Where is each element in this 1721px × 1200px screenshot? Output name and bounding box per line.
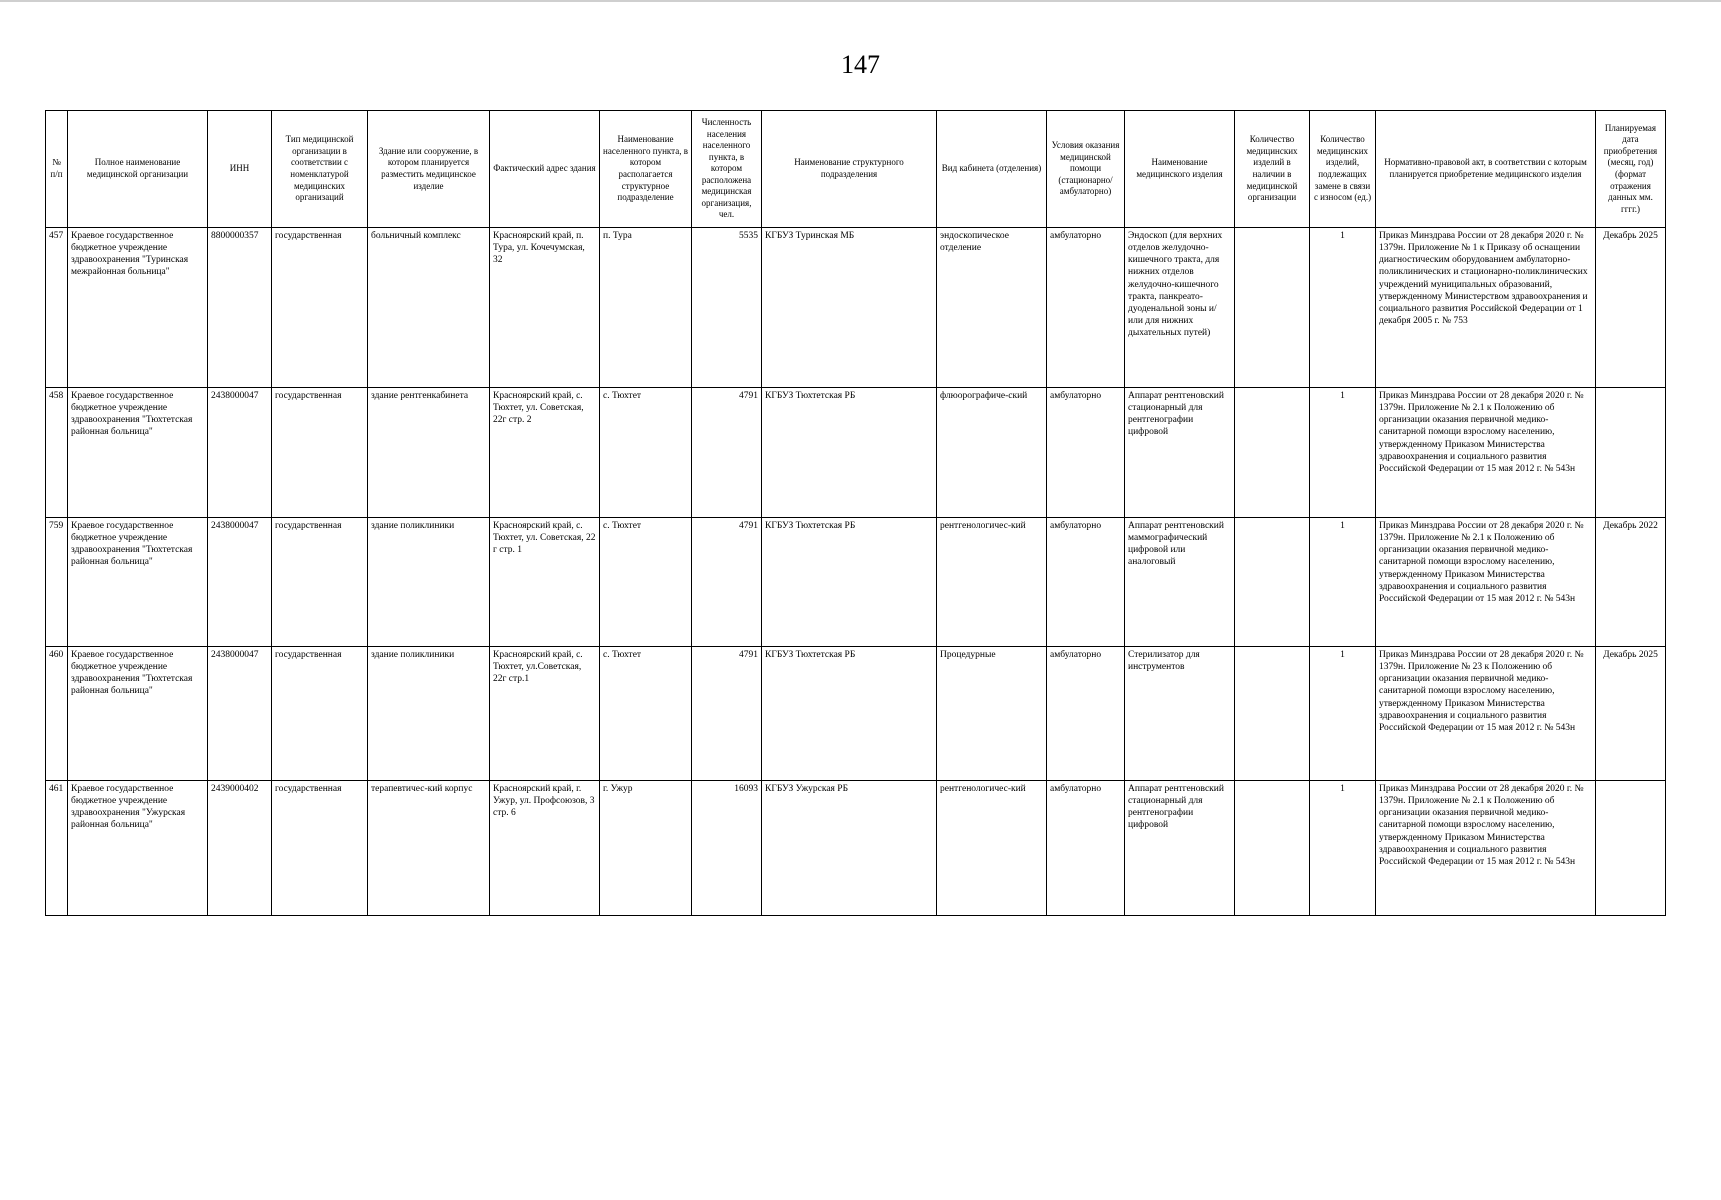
cell-address: Красноярский край, п. Тура, ул. Кочечумская, 32 <box>490 228 600 388</box>
cell-locality: п. Тура <box>600 228 692 388</box>
cell-act: Приказ Минздрава России от 28 декабря 2020 г. № 1379н. Приложение № 1 к Приказу об оснащении диагностическим оборудованием амбулаторно-поликлинических и стационарно-поликлинических учреждений муниципальных образований, утвержденному Министерством здравоохранения и социального развития Российской Федерации от 1 декабря 2005 г. № 753 <box>1376 228 1596 388</box>
cell-population: 16093 <box>692 781 762 916</box>
cell-inn: 2438000047 <box>208 388 272 518</box>
header-unit: Наименование структурного подразделения <box>762 111 937 228</box>
cell-address: Красноярский край, с. Тюхтет, ул.Советская, 22г стр.1 <box>490 647 600 781</box>
cell-org: Краевое государственное бюджетное учреждение здравоохранения "Тюхтетская районная больница" <box>68 388 208 518</box>
cell-unit: КГБУЗ Ужурская РБ <box>762 781 937 916</box>
equipment-registry-table <box>45 110 1666 916</box>
cell-unit: КГБУЗ Тюхтетская РБ <box>762 518 937 647</box>
cell-act: Приказ Минздрава России от 28 декабря 2020 г. № 1379н. Приложение № 2.1 к Положению об организации оказания первичной медико-санитарной помощи взрослому населению, утвержденному Приказом Министерства здравоохранения и социального развития Российской Федерации от 15 мая 2012 г. № 543н <box>1376 781 1596 916</box>
header-building: Здание или сооружение, в котором планируется разместить медицинское изделие <box>368 111 490 228</box>
cell-replace: 1 <box>1310 228 1376 388</box>
cell-date: Декабрь 2025 <box>1596 228 1666 388</box>
table-row <box>46 647 1666 781</box>
header-replace: Количество медицинских изделий, подлежащих замене в связи с износом (ед.) <box>1310 111 1376 228</box>
cell-type: государственная <box>272 388 368 518</box>
cell-date: Декабрь 2022 <box>1596 518 1666 647</box>
cell-unit: КГБУЗ Тюхтетская РБ <box>762 388 937 518</box>
cell-num: 457 <box>46 228 68 388</box>
header-org: Полное наименование медицинской организации <box>68 111 208 228</box>
cell-num: 460 <box>46 647 68 781</box>
cell-replace: 1 <box>1310 388 1376 518</box>
cell-address: Красноярский край, г. Ужур, ул. Профсоюзов, 3 стр. 6 <box>490 781 600 916</box>
cell-device: Аппарат рентгеновский стационарный для рентгенографии цифровой <box>1125 388 1235 518</box>
cell-address: Красноярский край, с. Тюхтет, ул. Советская, 22 г стр. 1 <box>490 518 600 647</box>
header-cabinet: Вид кабинета (отделения) <box>937 111 1047 228</box>
cell-inn: 2439000402 <box>208 781 272 916</box>
cell-org: Краевое государственное бюджетное учреждение здравоохранения "Тюхтетская районная больница" <box>68 518 208 647</box>
cell-in-stock <box>1235 781 1310 916</box>
cell-locality: с. Тюхтет <box>600 518 692 647</box>
cell-population: 4791 <box>692 647 762 781</box>
cell-in-stock <box>1235 228 1310 388</box>
cell-replace: 1 <box>1310 781 1376 916</box>
cell-num: 461 <box>46 781 68 916</box>
cell-conditions: амбулаторно <box>1047 518 1125 647</box>
cell-device: Стерилизатор для инструментов <box>1125 647 1235 781</box>
cell-cabinet: флюорографиче-ский <box>937 388 1047 518</box>
cell-org: Краевое государственное бюджетное учреждение здравоохранения "Туринская межрайонная больница" <box>68 228 208 388</box>
cell-num: 458 <box>46 388 68 518</box>
cell-cabinet: эндоскопическое отделение <box>937 228 1047 388</box>
table-row <box>46 781 1666 916</box>
cell-device: Эндоскоп (для верхних отделов желудочно-кишечного тракта, для нижних отделов желудочно-кишечного тракта, панкреато-дуоденальной зоны и/или для нижних дыхательных путей) <box>1125 228 1235 388</box>
cell-conditions: амбулаторно <box>1047 388 1125 518</box>
cell-org: Краевое государственное бюджетное учреждение здравоохранения "Ужурская районная больница" <box>68 781 208 916</box>
cell-building: здание поликлиники <box>368 647 490 781</box>
cell-replace: 1 <box>1310 518 1376 647</box>
cell-in-stock <box>1235 647 1310 781</box>
cell-act: Приказ Минздрава России от 28 декабря 2020 г. № 1379н. Приложение № 23 к Положению об организации оказания первичной медико-санитарной помощи взрослому населению, утвержденному Приказом Министерства здравоохранения и социального развития Российской Федерации от 15 мая 2012 г. № 543н <box>1376 647 1596 781</box>
header-inn: ИНН <box>208 111 272 228</box>
cell-type: государственная <box>272 518 368 647</box>
header-type: Тип медицинской организации в соответствии с номенклатурой медицинских организаций <box>272 111 368 228</box>
cell-unit: КГБУЗ Тюхтетская РБ <box>762 647 937 781</box>
cell-type: государственная <box>272 228 368 388</box>
cell-population: 4791 <box>692 388 762 518</box>
header-device: Наименование медицинского изделия <box>1125 111 1235 228</box>
header-num: № п/п <box>46 111 68 228</box>
cell-date <box>1596 781 1666 916</box>
table-row <box>46 388 1666 518</box>
table-row <box>46 518 1666 647</box>
cell-inn: 2438000047 <box>208 518 272 647</box>
cell-address: Красноярский край, с. Тюхтет, ул. Советская, 22г стр. 2 <box>490 388 600 518</box>
cell-num: 759 <box>46 518 68 647</box>
scan-edge <box>0 0 1721 2</box>
cell-conditions: амбулаторно <box>1047 781 1125 916</box>
table-header-row <box>46 111 1666 228</box>
cell-unit: КГБУЗ Туринская МБ <box>762 228 937 388</box>
cell-locality: г. Ужур <box>600 781 692 916</box>
cell-cabinet: рентгенологичес-кий <box>937 781 1047 916</box>
cell-conditions: амбулаторно <box>1047 228 1125 388</box>
cell-conditions: амбулаторно <box>1047 647 1125 781</box>
header-conditions: Условия оказания медицинской помощи (стационарно/ амбулаторно) <box>1047 111 1125 228</box>
cell-inn: 8800000357 <box>208 228 272 388</box>
cell-locality: с. Тюхтет <box>600 647 692 781</box>
header-in-stock: Количество медицинских изделий в наличии в медицинской организации <box>1235 111 1310 228</box>
cell-building: больничный комплекс <box>368 228 490 388</box>
cell-device: Аппарат рентгеновский стационарный для рентгенографии цифровой <box>1125 781 1235 916</box>
cell-replace: 1 <box>1310 647 1376 781</box>
header-date: Планируемая дата приобретения (месяц, год) (формат отражения данных мм. гггг.) <box>1596 111 1666 228</box>
cell-type: государственная <box>272 781 368 916</box>
cell-locality: с. Тюхтет <box>600 388 692 518</box>
cell-date: Декабрь 2025 <box>1596 647 1666 781</box>
page-number: 147 <box>841 50 880 79</box>
cell-cabinet: Процедурные <box>937 647 1047 781</box>
cell-type: государственная <box>272 647 368 781</box>
cell-in-stock <box>1235 388 1310 518</box>
cell-act: Приказ Минздрава России от 28 декабря 2020 г. № 1379н. Приложение № 2.1 к Положению об организации оказания первичной медико-санитарной помощи взрослому населению, утвержденному Приказом Министерства здравоохранения и социального развития Российской Федерации от 15 мая 2012 г. № 543н <box>1376 518 1596 647</box>
cell-cabinet: рентгенологичес-кий <box>937 518 1047 647</box>
header-address: Фактический адрес здания <box>490 111 600 228</box>
cell-act: Приказ Минздрава России от 28 декабря 2020 г. № 1379н. Приложение № 2.1 к Положению об организации оказания первичной медико-санитарной помощи взрослому населению, утвержденному Приказом Министерства здравоохранения и социального развития Российской Федерации от 15 мая 2012 г. № 543н <box>1376 388 1596 518</box>
header-population: Численность населения населенного пункта, в котором расположена медицинская организация, чел. <box>692 111 762 228</box>
cell-building: терапевтичес-кий корпус <box>368 781 490 916</box>
cell-building: здание поликлиники <box>368 518 490 647</box>
cell-population: 5535 <box>692 228 762 388</box>
cell-building: здание рентгенкабинета <box>368 388 490 518</box>
table-row <box>46 228 1666 388</box>
cell-org: Краевое государственное бюджетное учреждение здравоохранения "Тюхтетская районная больница" <box>68 647 208 781</box>
cell-population: 4791 <box>692 518 762 647</box>
cell-in-stock <box>1235 518 1310 647</box>
cell-date <box>1596 388 1666 518</box>
header-act: Нормативно-правовой акт, в соответствии с которым планируется приобретение медицинского изделия <box>1376 111 1596 228</box>
cell-inn: 2438000047 <box>208 647 272 781</box>
header-locality: Наименование населенного пункта, в котором располагается структурное подразделение <box>600 111 692 228</box>
cell-device: Аппарат рентгеновский маммографический цифровой или аналоговый <box>1125 518 1235 647</box>
